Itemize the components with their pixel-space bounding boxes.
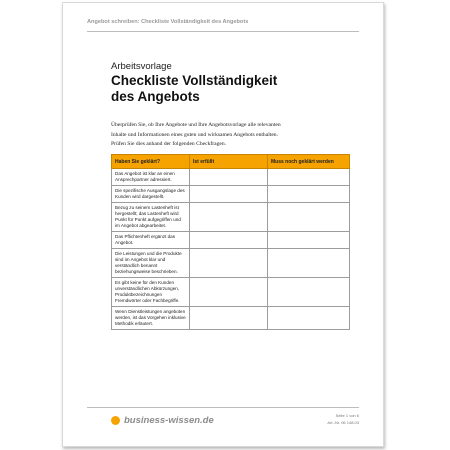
logo-dot-icon xyxy=(111,416,120,425)
checklist-table xyxy=(111,154,350,330)
intro-line: Überprüfen Sie, ob Ihre Angebote und Ihre Angebotsvorlage alle relevanten xyxy=(111,122,281,128)
logo-wordmark: business-wissen.de xyxy=(124,415,214,426)
document-page xyxy=(62,2,384,447)
open-cell xyxy=(268,186,350,203)
page-number: Seite 1 von 6 xyxy=(335,413,359,418)
footer-divider xyxy=(87,407,359,408)
brand-logo xyxy=(111,415,214,426)
column-header-fulfilled: Ist erfüllt xyxy=(190,155,268,169)
question-cell: Die spezifische Ausgangslage des Kunden wird dargestellt. xyxy=(112,186,190,203)
title-line-1: Checkliste Vollständigkeit xyxy=(111,73,278,88)
question-cell: Die Leistungen und die Produkte sind im Angebot klar und verständlich benannt beziehungsweise beschrieben. xyxy=(112,249,190,278)
question-cell: Das Angebot ist klar an einen Ansprechpartner adressiert. xyxy=(112,169,190,186)
document-type: Arbeitsvorlage xyxy=(111,61,172,72)
open-cell xyxy=(268,307,350,330)
fulfilled-cell xyxy=(190,186,268,203)
title-line-2: des Angebots xyxy=(111,89,200,104)
column-header-open: Muss noch geklärt werden xyxy=(268,155,350,169)
table-row xyxy=(112,186,350,203)
table-row xyxy=(112,307,350,330)
fulfilled-cell xyxy=(190,249,268,278)
open-cell xyxy=(268,249,350,278)
table-header-row xyxy=(112,155,350,169)
column-header-question: Haben Sie geklärt? xyxy=(112,155,190,169)
open-cell xyxy=(268,278,350,307)
open-cell xyxy=(268,232,350,249)
question-cell: Bezug zu seinem Lastenheft ist hergestellt; das Lastenheft wird Punkt für Punkt aufgegriffen und im Angebot abgearbeitet. xyxy=(112,203,190,232)
fulfilled-cell xyxy=(190,203,268,232)
fulfilled-cell xyxy=(190,307,268,330)
fulfilled-cell xyxy=(190,232,268,249)
fulfilled-cell xyxy=(190,169,268,186)
table-row xyxy=(112,232,350,249)
running-header: Angebot schreiben: Checkliste Vollständigkeit des Angebots xyxy=(87,19,249,25)
open-cell xyxy=(268,203,350,232)
question-cell: Das Pflichtenheft ergänzt das Angebot. xyxy=(112,232,190,249)
footer-meta xyxy=(327,412,359,426)
open-cell xyxy=(268,169,350,186)
intro-line: Prüfen Sie dies anhand der folgenden Checkfragen. xyxy=(111,141,227,148)
table-row xyxy=(112,249,350,278)
header-divider xyxy=(87,31,359,32)
intro-line: Inhalte und Informationen eines guten und wirksamen Angebots enthalten. xyxy=(111,131,278,138)
fulfilled-cell xyxy=(190,278,268,307)
table-row xyxy=(112,278,350,307)
table-row xyxy=(112,169,350,186)
table-row xyxy=(112,203,350,232)
document-title xyxy=(111,73,331,105)
intro-text xyxy=(111,121,361,150)
question-cell: Es gibt keine für den Kunden unverständlichen Abkürzungen, Produktbezeichnungen Fremdwörter oder Fachbegriffe. xyxy=(112,278,190,307)
question-cell: Wenn Dienstleistungen angeboten werden, ist das Vorgehen inklusive Methodik erläutert. xyxy=(112,307,190,330)
article-number: Art.-Nr. 06 148.03 xyxy=(327,420,359,425)
